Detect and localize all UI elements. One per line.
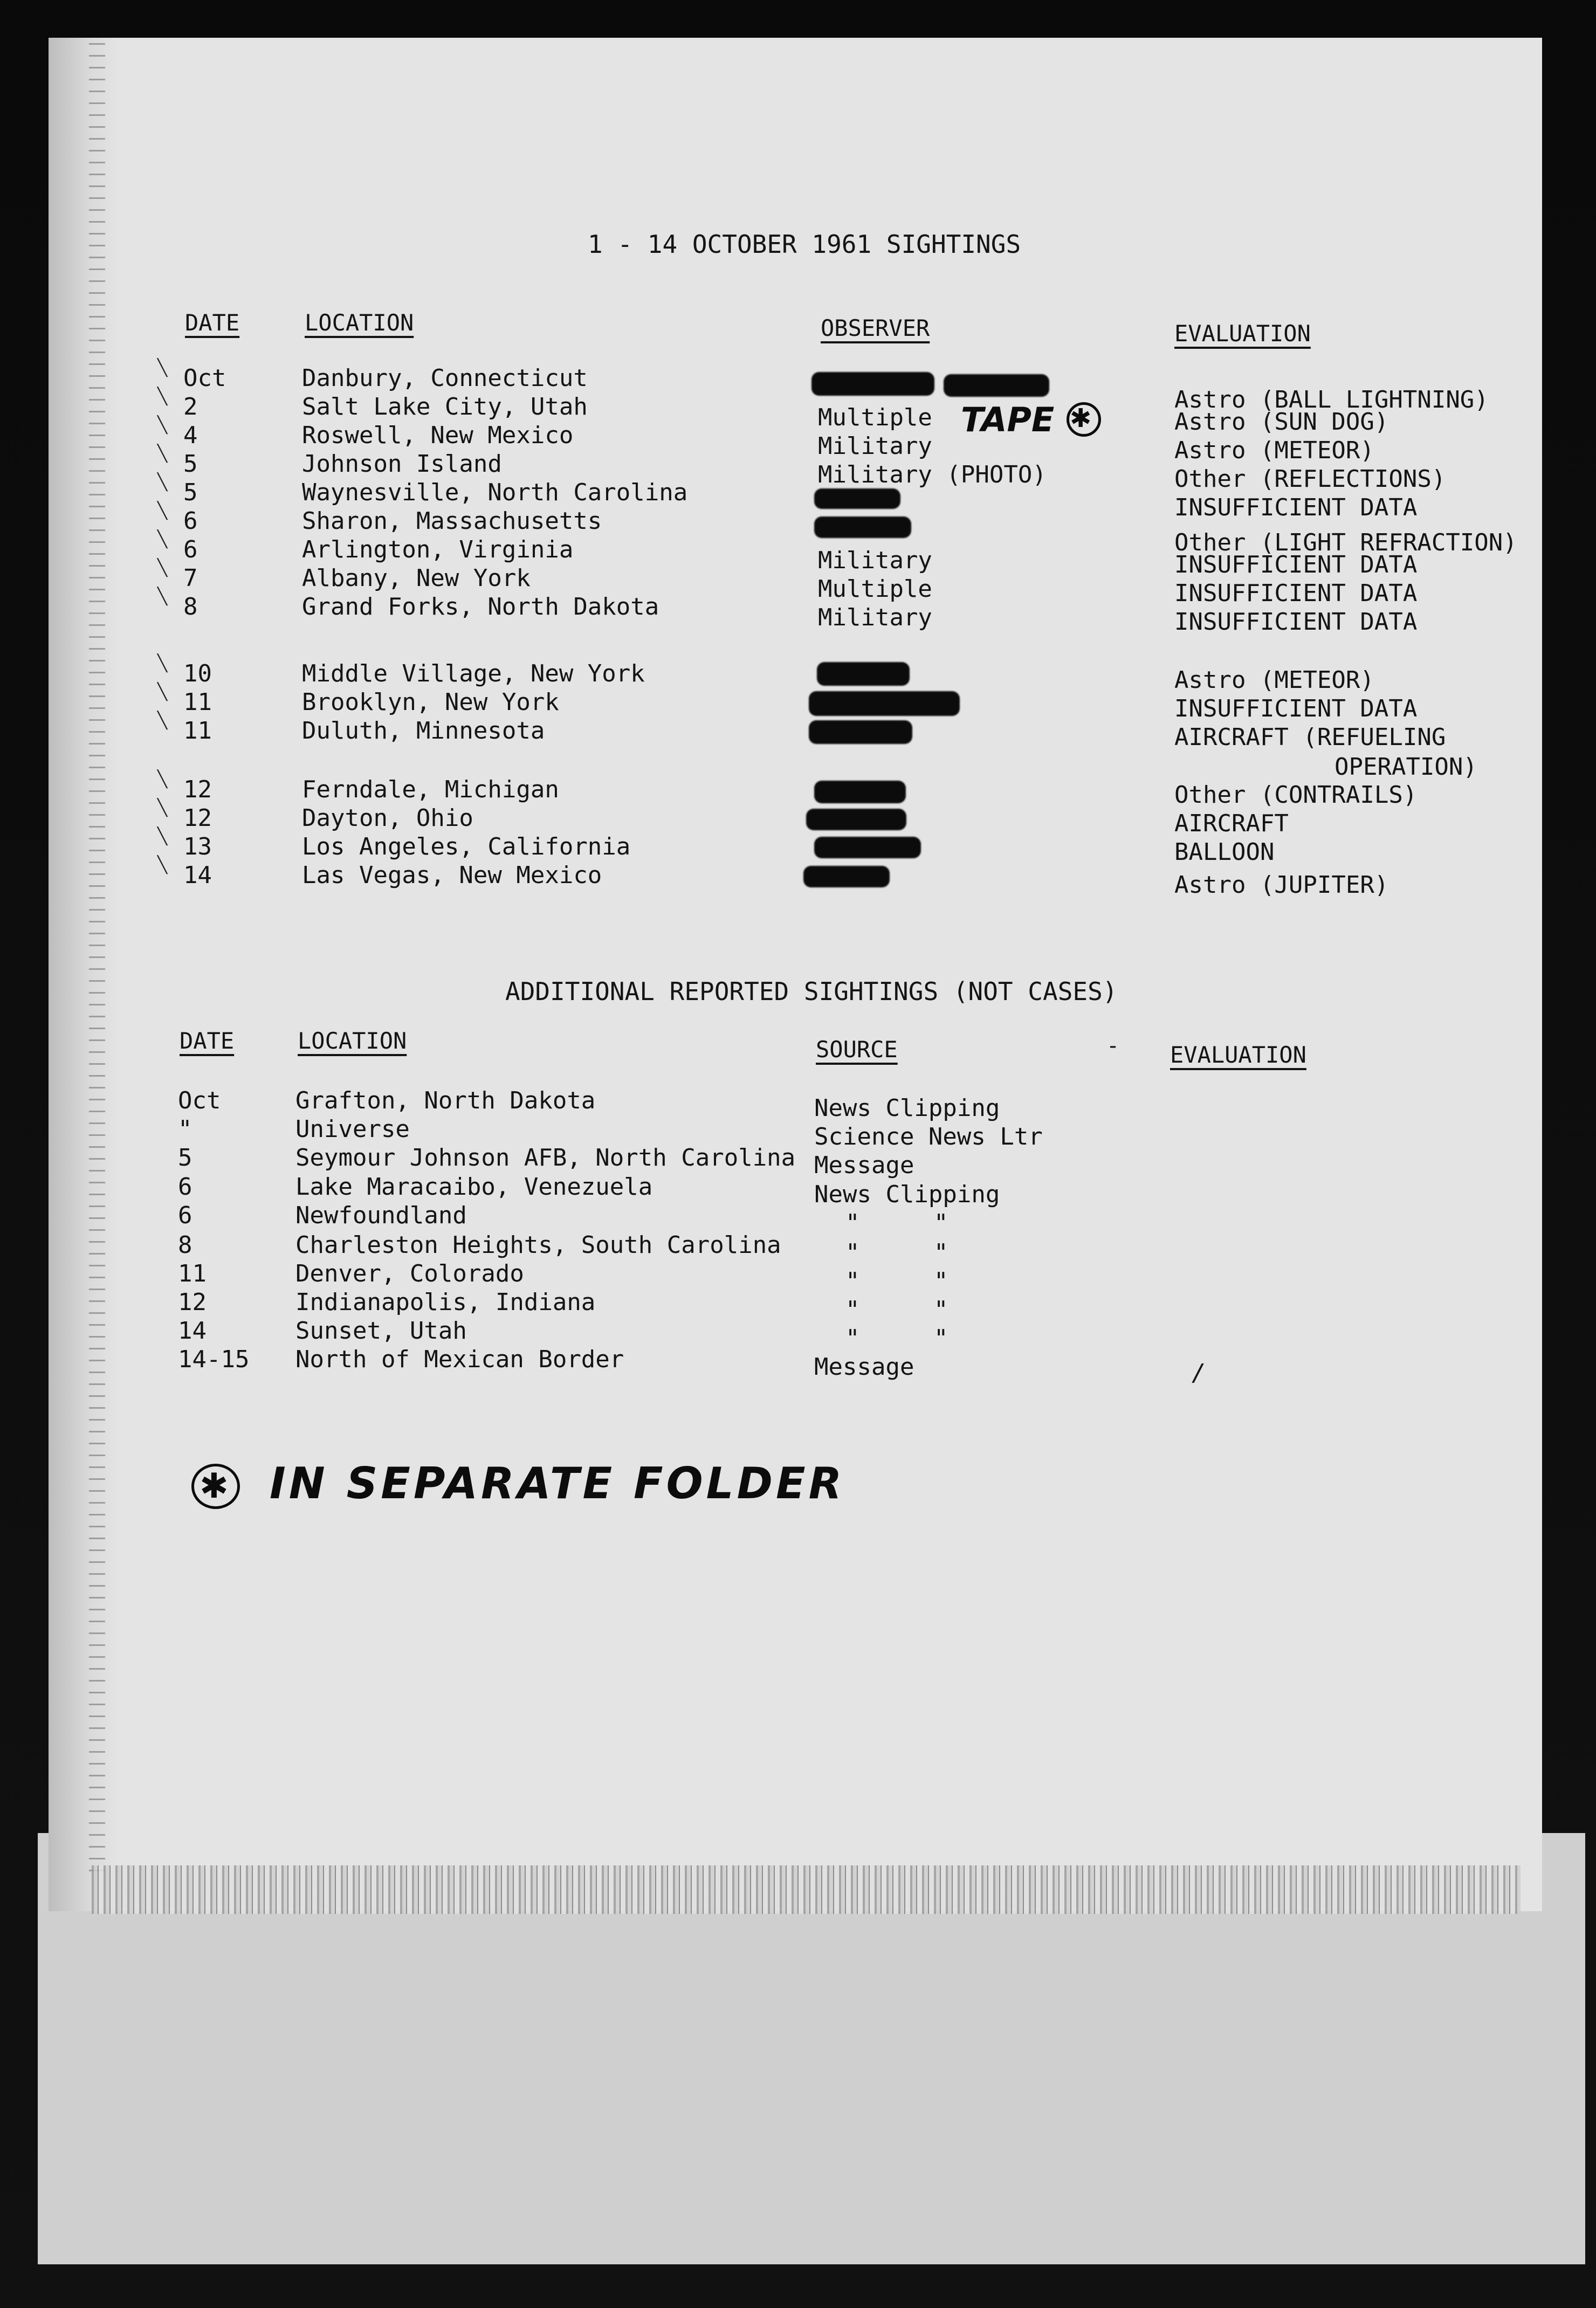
- row-evaluation: AIRCRAFT: [1174, 810, 1289, 837]
- additional-row-location: Universe: [295, 1115, 410, 1143]
- additional-row-date: 6: [178, 1173, 192, 1201]
- header-observer: OBSERVER: [821, 315, 930, 341]
- row-date: 8: [183, 593, 198, 621]
- row-location: Middle Village, New York: [302, 660, 645, 687]
- additional-row-location: Denver, Colorado: [295, 1260, 524, 1287]
- row-date: 7: [183, 564, 198, 592]
- row-observer: Multiple: [818, 575, 932, 603]
- check-mark-icon: ╲: [157, 501, 168, 520]
- asterisk-icon: ✱: [200, 1466, 229, 1506]
- row-date: 6: [183, 536, 198, 563]
- row-location: Johnson Island: [302, 450, 502, 478]
- row-observer: Military (PHOTO): [818, 461, 1047, 488]
- page-binding-margin: [49, 38, 119, 1911]
- redaction-mark: [806, 809, 906, 830]
- additional-row-location: Seymour Johnson AFB, North Carolina: [295, 1144, 796, 1172]
- row-evaluation: Astro (JUPITER): [1174, 871, 1389, 899]
- row-location: Los Angeles, California: [302, 833, 631, 860]
- additional-row-date: Oct: [178, 1087, 221, 1114]
- check-mark-icon: ╲: [157, 683, 168, 701]
- check-mark-icon: ╲: [157, 587, 168, 606]
- row-date: 5: [183, 450, 198, 478]
- check-mark-icon: ╲: [157, 416, 168, 435]
- row-location: Grand Forks, North Dakota: [302, 593, 659, 621]
- row-observer: Military: [818, 547, 932, 574]
- row-location: Roswell, New Mexico: [302, 422, 574, 449]
- additional-header-evaluation: EVALUATION: [1170, 1042, 1306, 1068]
- row-evaluation: Astro (SUN DOG): [1174, 408, 1389, 436]
- additional-row-date: 12: [178, 1289, 207, 1316]
- stray-dash-mark: -: [1106, 1034, 1120, 1058]
- additional-row-source-ditto: ": [934, 1209, 948, 1237]
- additional-row-location: Newfoundland: [295, 1202, 467, 1229]
- additional-row-date: 6: [178, 1202, 192, 1229]
- row-location: Salt Lake City, Utah: [302, 393, 588, 421]
- row-evaluation-continued: OPERATION): [1334, 753, 1477, 781]
- row-evaluation: Astro (METEOR): [1174, 437, 1374, 464]
- check-mark-icon: ╲: [157, 359, 168, 377]
- redaction-mark: [809, 720, 912, 744]
- redaction-mark: [814, 837, 921, 858]
- row-date: 11: [183, 717, 212, 745]
- row-evaluation: Astro (BALL LIGHTNING): [1174, 386, 1489, 414]
- row-evaluation: Other (REFLECTIONS): [1174, 465, 1446, 493]
- row-location: Duluth, Minnesota: [302, 717, 545, 745]
- additional-row-source: ": [845, 1296, 860, 1324]
- header-date: DATE: [185, 309, 240, 336]
- row-date: 13: [183, 833, 212, 860]
- check-mark-icon: ╲: [157, 711, 168, 730]
- additional-row-source-ditto: ": [934, 1296, 948, 1324]
- row-date: 2: [183, 393, 198, 421]
- check-mark-icon: ╲: [157, 856, 168, 874]
- additional-row-source-ditto: ": [934, 1267, 948, 1295]
- bottom-torn-edge: [92, 1865, 1521, 1914]
- additional-row-location: Charleston Heights, South Carolina: [295, 1231, 781, 1259]
- redaction-mark: [803, 866, 890, 887]
- additional-row-source: News Clipping: [814, 1094, 1000, 1122]
- additional-row-date: 8: [178, 1231, 192, 1259]
- row-location: Las Vegas, New Mexico: [302, 862, 602, 889]
- additional-row-date: 5: [178, 1144, 192, 1172]
- additional-row-date: 11: [178, 1260, 207, 1287]
- additional-row-source: ": [845, 1209, 860, 1237]
- additional-header-location: LOCATION: [298, 1028, 407, 1054]
- row-location: Brooklyn, New York: [302, 688, 559, 716]
- additional-row-source: Message: [814, 1353, 914, 1381]
- additional-row-source: Science News Ltr: [814, 1123, 1043, 1150]
- row-evaluation: AIRCRAFT (REFUELING: [1174, 724, 1446, 751]
- asterisk-icon: ✱: [1070, 403, 1092, 433]
- redaction-mark: [814, 781, 906, 803]
- additional-row-date: 14-15: [178, 1346, 250, 1373]
- redaction-mark: [811, 372, 934, 396]
- header-evaluation: EVALUATION: [1174, 320, 1311, 347]
- check-mark-icon: ╲: [157, 827, 168, 846]
- additional-row-location: Sunset, Utah: [295, 1317, 467, 1345]
- check-mark-icon: ╲: [157, 654, 168, 673]
- check-mark-icon: ╲: [157, 559, 168, 577]
- row-evaluation: INSUFFICIENT DATA: [1174, 695, 1418, 722]
- additional-header-source: SOURCE: [816, 1036, 898, 1063]
- check-mark-icon: ╲: [157, 530, 168, 549]
- row-location: Arlington, Virginia: [302, 536, 574, 563]
- binding-holes: [89, 43, 105, 1876]
- row-evaluation: Other (CONTRAILS): [1174, 781, 1418, 809]
- row-date: 10: [183, 660, 212, 687]
- row-date: Oct: [183, 364, 226, 392]
- additional-row-location: Lake Maracaibo, Venezuela: [295, 1173, 653, 1201]
- header-location: LOCATION: [305, 309, 414, 336]
- redaction-mark: [944, 374, 1049, 397]
- row-date: 11: [183, 688, 212, 716]
- additional-row-source: Message: [814, 1152, 914, 1179]
- row-location: Ferndale, Michigan: [302, 776, 559, 803]
- check-mark-icon: ╲: [157, 387, 168, 406]
- redaction-mark: [809, 691, 960, 716]
- additional-row-source-ditto: ": [934, 1325, 948, 1352]
- row-date: 5: [183, 479, 198, 506]
- document-page: [49, 38, 1542, 1911]
- additional-row-location: Grafton, North Dakota: [295, 1087, 596, 1114]
- row-date: 6: [183, 507, 198, 535]
- row-evaluation: INSUFFICIENT DATA: [1174, 494, 1418, 521]
- additional-row-date: 14: [178, 1317, 207, 1345]
- row-observer: Multiple: [818, 404, 932, 431]
- tape-note: TAPE: [961, 400, 1055, 439]
- additional-row-source: ": [845, 1267, 860, 1295]
- redaction-mark: [817, 662, 910, 686]
- row-evaluation: INSUFFICIENT DATA: [1174, 608, 1418, 636]
- row-date: 14: [183, 862, 212, 889]
- check-mark-icon: ╲: [157, 798, 168, 817]
- additional-row-location: Indianapolis, Indiana: [295, 1289, 596, 1316]
- row-location: Waynesville, North Carolina: [302, 479, 688, 506]
- row-date: 12: [183, 804, 212, 832]
- row-location: Albany, New York: [302, 564, 531, 592]
- additional-row-date: ": [178, 1115, 192, 1143]
- row-date: 4: [183, 422, 198, 449]
- row-evaluation: Astro (METEOR): [1174, 666, 1374, 694]
- additional-row-source: ": [845, 1325, 860, 1352]
- row-evaluation: INSUFFICIENT DATA: [1174, 551, 1418, 578]
- row-date: 12: [183, 776, 212, 803]
- row-location: Dayton, Ohio: [302, 804, 473, 832]
- additional-row-source: News Clipping: [814, 1181, 1000, 1208]
- row-observer: Military: [818, 604, 932, 631]
- redaction-mark: [814, 516, 911, 538]
- additional-row-source: ": [845, 1239, 860, 1266]
- row-evaluation: BALLOON: [1174, 838, 1275, 866]
- row-observer: Military: [818, 432, 932, 460]
- stray-pen-mark: /: [1192, 1359, 1206, 1387]
- row-location: Sharon, Massachusetts: [302, 507, 602, 535]
- row-evaluation: INSUFFICIENT DATA: [1174, 580, 1418, 607]
- row-location: Danbury, Connecticut: [302, 364, 588, 392]
- redaction-mark: [814, 488, 900, 509]
- check-mark-icon: ╲: [157, 444, 168, 463]
- page-title: 1 - 14 OCTOBER 1961 SIGHTINGS: [588, 230, 1021, 259]
- additional-title: ADDITIONAL REPORTED SIGHTINGS (NOT CASES): [505, 977, 1118, 1006]
- check-mark-icon: ╲: [157, 473, 168, 492]
- additional-row-location: North of Mexican Border: [295, 1346, 624, 1373]
- additional-row-source-ditto: ": [934, 1239, 948, 1266]
- row-evaluation: Other (LIGHT REFRACTION): [1174, 529, 1517, 556]
- check-mark-icon: ╲: [157, 770, 168, 789]
- separate-folder-note: IN SEPARATE FOLDER: [270, 1458, 845, 1508]
- additional-header-date: DATE: [180, 1028, 235, 1054]
